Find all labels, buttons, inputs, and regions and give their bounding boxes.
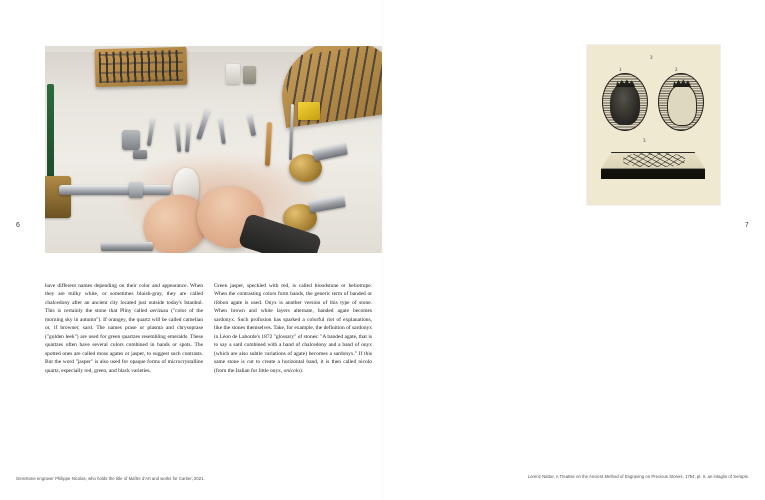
right-page [383,0,765,500]
needle-file [289,104,294,160]
paragraph: have different names depending on their color and appearance. When they are milky white, or sometimes bluish-gray, they are called chalcedony after an ancient city located just outside today's Istanbul. This is certainly the stone that Pliny called aerizusa ("color of the morning sky in autumn"). If orangey, the quartz will be called carnelian or, if browner, sard. The names prase or plasma and chrysoprase ("golden leek") are used for green quartzes resembling emeralds. These quartzes often have several colors combined in bands or spots. The spotted ones are called moss agates or jasper, to suggest such contrasts. But the word "jasper" is also used for opaque forms of microcrystalline quartz, especially red, green, and black varieties. [45,283,203,374]
natter-plate-figure [587,45,720,205]
plate-figure-number-3: 3 [643,139,646,144]
clamp-arm-b [308,195,346,213]
burr-tool-b [218,118,226,144]
reversed-outline-drawing [667,84,697,126]
plate-caption: Lorenz Natter, A Treatise on the Ancient Method of Engraving on Precious Stones, 1754; pl. II, an intaglio of Serapis. [527,474,749,479]
lathe-headstock [45,176,71,218]
glass-jar-b [243,66,256,84]
serapis-head [610,83,640,125]
folio-left: 6 [16,222,21,229]
photo-caption: Gemstone engraver Philippe Nicolas, who holds the title of Maître d'Art and works for Cartier, 2021. [16,476,205,481]
engraved-detail-hatching [623,153,685,167]
workbench-photograph [45,46,382,253]
burr-tool-e [185,122,191,152]
lathe-spindle [59,185,171,195]
photo-canvas [45,46,382,253]
left-column-two [214,282,372,375]
burr-tool-f [247,114,256,137]
modius-crown-outline [673,79,691,87]
drill-bit-tray-left [95,47,188,87]
intaglio-oval-left [602,73,648,131]
paragraph: Green jasper, speckled with red, is called bloodstone or heliotrope. When the contrasting colors form bands, the generic term of banded or ribbon agate is used. Onyx is another version of this type of stone. When brown and white layers alternate, banded agate becomes sardonyx. Such profusion has sparked a colorful riot of explanations, like the stones themselves. Take, for example, the definition of sardonyx in Léon de Laborde's 1872 "glossary" of stones: "A banded agate, that is to say a sard combined with a band of chalcedony and a band of onyx (which are also subtle variations of agate) becomes a sardonyx." If this same stone is cut to create a horizontal band, it is then called nicolo (from the Italian for little onyx, onicolo). [214,283,372,374]
steel-cylinder [122,130,140,150]
plate-figure-number-top: 3 [650,56,653,61]
burr-tool-a [196,108,211,140]
plate-canvas [587,45,720,205]
glass-jar-a [226,64,240,84]
bench-tool-bottom [101,242,153,251]
intaglio-oval-right [658,73,704,131]
yellow-box [298,102,320,120]
folio-right: 7 [744,222,749,229]
green-tool-handle [47,84,54,184]
plate-figure-number-2: 2 [675,68,678,73]
italic-term-aerizusa: aerizusa [149,308,169,315]
wood-handle-graver [265,122,272,166]
steel-block [133,150,147,159]
burr-tool-c [147,118,155,146]
italic-term-onicolo: onicolo [283,367,300,374]
plate-figure-number-1: 1 [619,68,622,73]
burr-tool-d [175,122,182,152]
left-column-one [45,282,203,375]
clamp-arm-a [312,143,348,162]
spindle-collar [129,182,143,198]
